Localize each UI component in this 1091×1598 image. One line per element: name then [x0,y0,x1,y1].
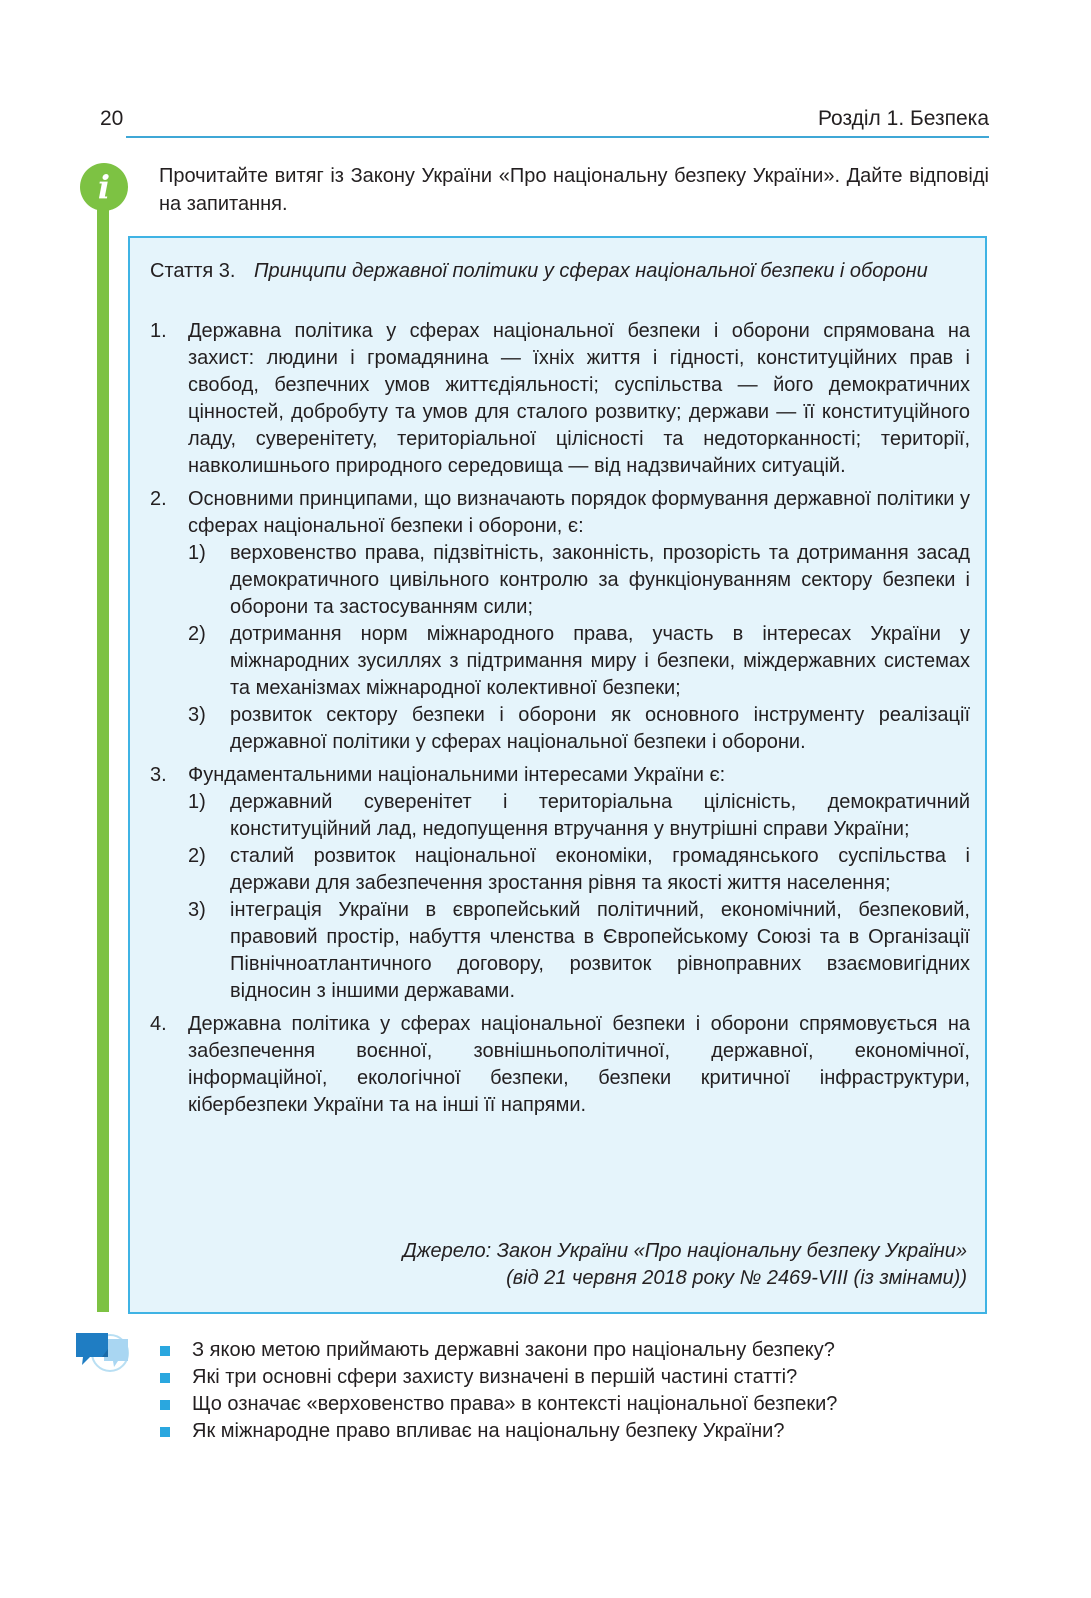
article-item [150,486,970,756]
article-items [150,318,970,1125]
source-citation [267,1238,967,1292]
info-side-bar [97,200,109,1312]
sub-item-text: державний суверенітет і територіальна цілісність, демократичний конституційний лад, недопущення втручання у внутрішні справи України; [230,791,970,840]
intro-text: Прочитайте витяг із Закону України «Про національну безпеку України». Дайте відповіді на запитання. [159,165,989,215]
sub-item-text: сталий розвиток національної економіки, громадянського суспільства і держави для забезпечення зростання рівня та якості життя населення; [230,845,970,894]
sub-item-text: інтеграція України в європейський політичний, економічний, безпековий, правовий простір, набуття членства в Європейському Союзі та в Організації Північноатлантичного договору, розвиток рівноправних взаємовигідних відносин з іншими державами. [230,899,970,1002]
sub-item [188,843,970,897]
article-item [150,1011,970,1119]
square-bullet-icon [160,1427,170,1437]
item-text: Фундаментальними національними інтересами України є: [188,764,726,786]
question-item [158,1337,988,1364]
question-item [158,1364,988,1391]
page-number: 20 [100,107,124,130]
source-line: Джерело: Закон України «Про національну безпеку України» [402,1240,967,1262]
question-text: Що означає «верховенство права» в контексті національної безпеки? [192,1393,838,1415]
sub-item [188,621,970,702]
article-item [150,318,970,480]
page-header [100,106,989,138]
square-bullet-icon [160,1373,170,1383]
question-text: З якою метою приймають державні закони про національну безпеку? [192,1339,835,1361]
question-item [158,1391,988,1418]
discussion-icon [74,1327,130,1377]
item-number: 2. [150,488,167,510]
header-rule [126,136,989,138]
sub-item-number: 2) [188,623,206,645]
sub-item-text: верховенство права, підзвітність, законність, прозорість та дотримання засад демократичного цивільного контролю за функціонуванням сектору безпеки і оборони та застосуванням сили; [230,542,970,618]
sub-item [188,702,970,756]
section-title: Розділ 1. Безпека [817,107,989,130]
square-bullet-icon [160,1400,170,1410]
sub-item-number: 2) [188,845,206,867]
sub-item-number: 3) [188,899,206,921]
article-title: Принципи державної політики у сферах національної безпеки і оборони [254,260,928,282]
question-text: Які три основні сфери захисту визначені в першій частині статті? [192,1366,798,1388]
sub-item-number: 3) [188,704,206,726]
item-number: 4. [150,1013,167,1035]
sub-item [188,897,970,1005]
article-label: Стаття 3. [150,260,236,282]
square-bullet-icon [160,1346,170,1356]
info-icon: i [80,163,128,211]
item-number: 3. [150,764,167,786]
sub-item-text: дотримання норм міжнародного права, участь в інтересах України у міжнародних зусиллях з підтримання миру і безпеки, міждержавних системах та механізмах міжнародної колективної безпеки; [230,623,970,699]
law-excerpt-box [128,236,987,1314]
item-text: Основними принципами, що визначають порядок формування державної політики у сферах національної безпеки і оборони, є: [188,488,970,537]
sub-item-number: 1) [188,791,206,813]
item-text: Державна політика у сферах національної безпеки і оборони спрямовується на забезпечення воєнної, зовнішньополітичної, державної, економічної, інформаційної, екологічної безпеки, безпеки критичної інфраструктури, кібербезпеки України та на інші її напрями. [188,1013,970,1116]
question-item [158,1418,988,1445]
question-text: Як міжнародне право впливає на національну безпеку України? [192,1420,785,1442]
sub-item [188,540,970,621]
source-line: (від 21 червня 2018 року № 2469-VIII (із змінами)) [506,1267,967,1289]
question-list [158,1337,988,1445]
item-number: 1. [150,320,167,342]
sub-item-number: 1) [188,542,206,564]
article-item [150,762,970,1005]
item-text: Державна політика у сферах національної безпеки і оборони спрямована на захист: людини і громадянина — їхніх життя і гідності, конституційних прав і свобод, безпечних умов життєдіяльності; суспільства — його демократичних цінностей, добробуту та умов для сталого розвитку; держави — її конституційного ладу, суверенітету, територіальної цілісності та недоторканності; території, навколишнього природного середовища — від надзвичайних ситуацій. [188,320,970,477]
sub-item-text: розвиток сектору безпеки і оборони як основного інструменту реалізації державної політики у сферах національної безпеки і оборони. [230,704,970,753]
sub-item [188,789,970,843]
